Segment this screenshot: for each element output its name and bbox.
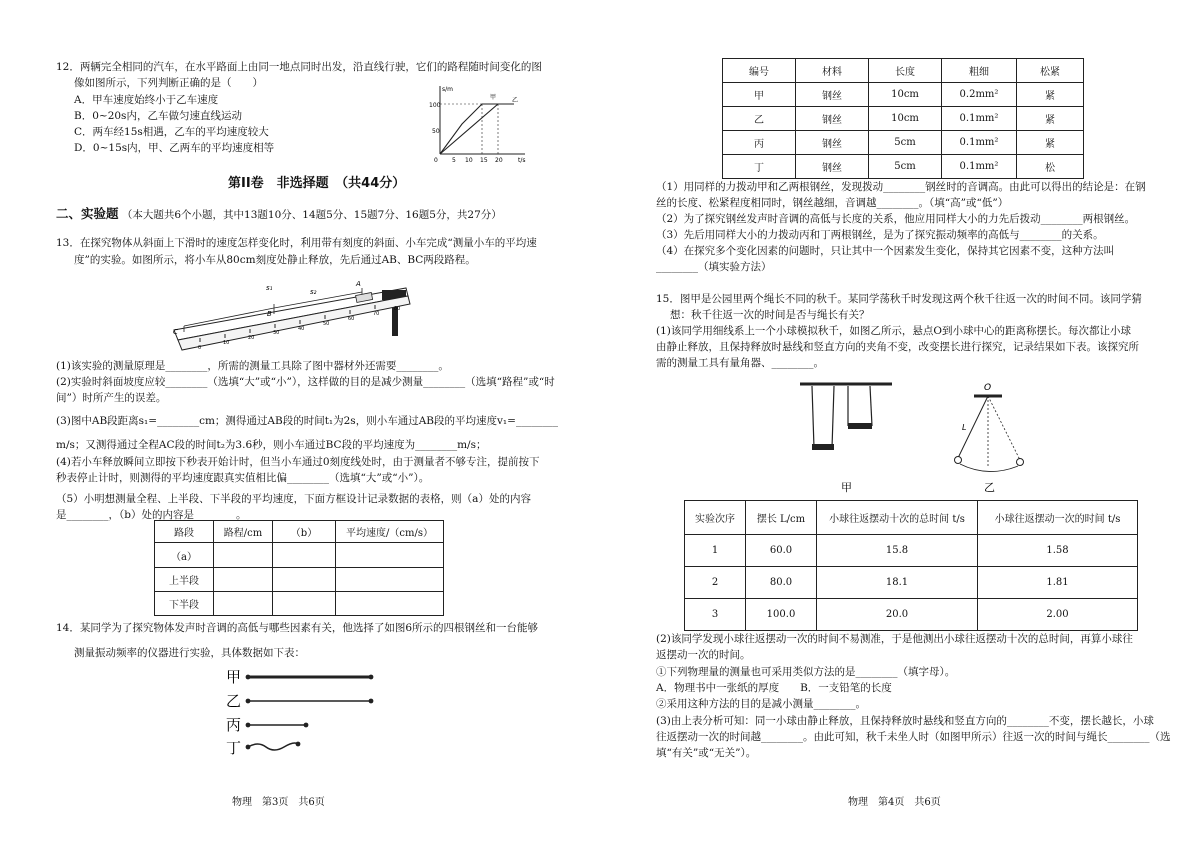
q15-part1-line2: 由静止释放，且保持释放时悬线和竖直方向的夹角不变，改变摆长进行探究，记录结果如下表。该探究所	[656, 341, 1139, 353]
wire-ding	[248, 743, 298, 750]
table-row	[155, 568, 444, 592]
table-cell: 10cm	[869, 107, 942, 131]
ruler-tick-label: 50	[323, 321, 330, 327]
pivot-label-o: O	[984, 383, 992, 393]
q13-part2-line1: (2)实验时斜面坡度应较________（选填“大”或“小”），这样做的目的是减少测量________（选填“路程”或“时	[56, 376, 555, 388]
table-row	[155, 543, 444, 568]
q14-part4-line1: （4）在探究多个变化因素的问题时，只让其中一个因素发生变化，保持其它因素不变，这种方法叫	[656, 245, 1115, 257]
table-cell: 甲	[723, 83, 796, 107]
graph-series-label: 乙	[512, 97, 519, 104]
ramp-label-c: C	[173, 328, 178, 336]
ruler-tick-label: 80	[394, 306, 401, 312]
table-row	[723, 155, 1084, 179]
wire-data-table	[722, 58, 1084, 179]
table-cell: 乙	[723, 107, 796, 131]
table-header-cell: 路程/cm	[214, 521, 273, 543]
q15-part2-options: A．物理书中一张纸的厚度 B．一支铅笔的长度	[656, 682, 892, 694]
table-header-cell: 小球往返摆动十次的总时间 t/s	[817, 501, 978, 535]
q15-part2-question1: ①下列物理量的测量也可采用类似方法的是________（填字母）。	[656, 666, 956, 678]
table-row	[685, 567, 1138, 599]
table-cell	[214, 568, 273, 592]
table-cell	[273, 592, 336, 616]
section-title: 第II卷 非选择题 （共44分）	[228, 176, 406, 191]
table-cell: 0.1mm²	[942, 155, 1017, 179]
pendulum-figure-yi	[940, 378, 1040, 494]
q14-stem-line1: 14．某同学为了探究物体发声时音调的高低与哪些因素有关，他选择了如图6所示的四根钢丝和一台能够	[56, 622, 539, 634]
table-cell: 2	[685, 567, 746, 599]
graph-x-tick: 5	[452, 157, 456, 164]
q12-option-d: D．0~15s内，甲、乙两车的平均速度相等	[74, 142, 275, 154]
table-row	[723, 83, 1084, 107]
wire-label: 丁	[226, 739, 242, 757]
table-cell: 0.1mm²	[942, 131, 1017, 155]
table-header-cell: 实验次序	[685, 501, 746, 535]
table-row	[155, 592, 444, 616]
table-cell: 80.0	[746, 567, 817, 599]
q12-option-a: A．甲车速度始终小于乙车速度	[74, 94, 219, 106]
swings-figure-jia	[796, 378, 906, 494]
table-header-cell: 小球往返摆动一次的时间 t/s	[978, 501, 1138, 535]
graph-x-unit: t/s	[518, 157, 526, 164]
graph-y-tick: 50	[432, 128, 440, 135]
q14-part1-line1: （1）用同样的力拨动甲和乙两根钢丝，发现拨动________钢丝时的音调高。由此可以得出的结论是：在钢	[656, 181, 1146, 193]
table-header-cell: 材料	[796, 59, 869, 83]
page-footer: 物理 第4页 共6页	[848, 797, 941, 808]
q13-part4-line2: 秒表停止计时，则测得的平均速度跟真实值相比偏________（选填“大”或“小”）。	[56, 472, 430, 484]
q14-stem-line2: 测量振动频率的仪器进行实验，具体数据如下表：	[74, 647, 305, 659]
table-cell: 18.1	[817, 567, 978, 599]
table-header-cell: 编号	[723, 59, 796, 83]
ruler-tick-label: 70	[373, 311, 380, 317]
table-row	[723, 107, 1084, 131]
table-row	[723, 131, 1084, 155]
table-cell: 紧	[1017, 83, 1084, 107]
table-cell: 钢丝	[796, 131, 869, 155]
ramp-label-b: B	[267, 310, 272, 318]
table-cell	[336, 568, 444, 592]
ruler-tick-label: 0	[198, 345, 202, 351]
ruler-tick-label: 10	[223, 340, 230, 346]
length-label-l: L	[962, 423, 967, 432]
section2-note: （本大题共6个小题，其中13题10分、14题5分、15题7分、16题5分，共27分）	[121, 209, 502, 221]
q13-part5-line2: 是________，（b）处的内容是________。	[56, 509, 247, 521]
q12-option-b: B．0~20s内，乙车做匀速直线运动	[74, 110, 242, 122]
q15-part1-line1: (1)该同学用细线系上一个小球模拟秋千，如图乙所示，悬点O到小球中心的距离称摆长。每次都让小球	[656, 325, 1131, 337]
graph-y-unit: s/m	[442, 86, 453, 93]
graph-line-yi	[440, 104, 514, 154]
table-cell: 钢丝	[796, 83, 869, 107]
q14-part1-line2: 丝的长度、松紧程度相同时，钢丝越细，音调越________。（填“高”或“低”）	[656, 197, 1009, 209]
q14-wires-figure	[226, 666, 376, 758]
table-row	[685, 599, 1138, 631]
wire-label: 丙	[226, 716, 242, 734]
q12-stem-line1: 12．两辆完全相同的汽车，在水平路面上由同一地点同时出发，沿直线行驶，它们的路程随时间变化的图	[56, 61, 542, 73]
table-header-cell: 路段	[155, 521, 214, 543]
table-cell	[214, 592, 273, 616]
q12-distance-time-graph	[420, 84, 530, 164]
ramp-label-s2: s₂	[310, 288, 317, 296]
table-cell: 5cm	[869, 131, 942, 155]
q13-part2-line2: 间”）时所产生的误差。	[56, 392, 167, 404]
table-cell: 1	[685, 535, 746, 567]
q15-part3-line1: (3)由上表分析可知：同一小球由静止释放，且保持释放时悬线和竖直方向的________不变，摆长越长，小球	[656, 715, 1154, 727]
graph-x-tick: 20	[495, 157, 503, 164]
q14-part2: （2）为了探究钢丝发声时音调的高低与长度的关系，他应用同样大小的力先后拨动________两根钢丝。	[656, 213, 1136, 225]
ramp-label-a: A	[356, 280, 361, 288]
q13-part4-line1: (4)若小车释放瞬间立即按下秒表开始计时，但当小车通过0刻度线处时，由于测量者不够专注，提前按下	[56, 456, 540, 468]
q13-part5-line1: （5）小明想测量全程、上半段、下半段的平均速度，下面方框设计记录数据的表格，则（a）处的内容	[56, 493, 531, 505]
table-header-cell: 松紧	[1017, 59, 1084, 83]
graph-y-tick: 0	[434, 157, 438, 164]
table-cell: 0.1mm²	[942, 107, 1017, 131]
table-header-cell: （b）	[273, 521, 336, 543]
table-cell	[273, 568, 336, 592]
table-header-cell: 平均速度/（cm/s）	[336, 521, 444, 543]
table-cell: （a）	[155, 543, 214, 568]
q15-part2-line1: (2)该同学发现小球往返摆动一次的时间不易测准，于是他测出小球往返摆动十次的总时间，再算小球往	[656, 633, 1133, 645]
ruler-tick-label: 20	[248, 335, 255, 341]
q15-part2-line2: 返摆动一次的时间。	[656, 649, 751, 661]
cart	[356, 293, 373, 303]
graph-series-label: 甲	[490, 94, 497, 101]
fig-label-jia: 甲	[841, 481, 852, 494]
q12-stem-line2: 像如图所示，下列判断正确的是（ ）	[74, 77, 263, 89]
table-cell	[214, 543, 273, 568]
table-cell: 15.8	[817, 535, 978, 567]
q15-part3-line2: 往返摆动一次的时间越________。由此可知，秋千未坐人时（如图甲所示）往返一次的时间与绳长________（选	[656, 731, 1171, 743]
q13-stem-line2: 度”的实验。如图所示，将小车从80cm刻度处静止释放，先后通过AB、BC两段路程。	[74, 254, 476, 266]
q14-part3: （3）先后用同样大小的力拨动丙和丁两根钢丝，是为了探究振动频率的高低与________的关系。	[656, 229, 1104, 241]
table-cell: 丙	[723, 131, 796, 155]
q15-part1-line3: 需的测量工具有量角器、________。	[656, 357, 824, 369]
table-cell: 60.0	[746, 535, 817, 567]
table-cell	[273, 543, 336, 568]
q12-option-c: C．两车经15s相遇，乙车的平均速度较大	[74, 126, 269, 138]
ruler-tick-label: 60	[348, 316, 355, 322]
ruler-tick-label: 40	[298, 326, 305, 332]
q13-ramp-figure	[170, 272, 420, 364]
q13-part3-line2: m/s；又测得通过全程AC段的时间t₂为3.6秒，则小车通过BC段的平均速度为________m/s；	[56, 439, 487, 451]
q13-stem-line1: 13．在探究物体从斜面上下滑时的速度怎样变化时，利用带有刻度的斜面、小车完成“测量小车的平均速	[56, 237, 537, 249]
wire-label: 甲	[226, 668, 242, 686]
q15-stem-line1: 15．图甲是公园里两个绳长不同的秋千。某同学荡秋千时发现这两个秋千往返一次的时间不同。该同学猜	[656, 293, 1142, 305]
q15-part2-question2: ②采用这种方法的目的是减小测量________。	[656, 698, 866, 710]
table-cell	[336, 543, 444, 568]
pendulum-data-table	[684, 500, 1138, 631]
table-cell: 1.81	[978, 567, 1138, 599]
section2-heading: 二、实验题	[56, 206, 119, 221]
graph-x-tick: 10	[465, 157, 473, 164]
ramp-label-s1: s₁	[266, 284, 273, 292]
table-cell: 上半段	[155, 568, 214, 592]
table-cell: 100.0	[746, 599, 817, 631]
graph-y-tick: 100	[429, 102, 441, 109]
table-cell: 3	[685, 599, 746, 631]
graph-x-tick: 15	[480, 157, 488, 164]
q13-part3-line1: (3)图中AB段距离s₁=________cm；测得通过AB段的时间t₁为2s，则小车通过AB段的平均速度v₁=________	[56, 415, 558, 427]
table-cell: 松	[1017, 155, 1084, 179]
table-cell	[336, 592, 444, 616]
table-cell: 紧	[1017, 131, 1084, 155]
q13-record-table	[154, 520, 444, 616]
wire-label: 乙	[226, 692, 242, 710]
graph-line-jia	[440, 104, 498, 154]
table-cell: 5cm	[869, 155, 942, 179]
q15-part3-line3: 填“有关”或“无关”）。	[656, 747, 757, 759]
table-header-cell: 长度	[869, 59, 942, 83]
table-cell: 丁	[723, 155, 796, 179]
table-header-cell: 粗细	[942, 59, 1017, 83]
table-cell: 钢丝	[796, 155, 869, 179]
table-cell: 下半段	[155, 592, 214, 616]
table-cell: 紧	[1017, 107, 1084, 131]
table-cell: 20.0	[817, 599, 978, 631]
table-cell: 10cm	[869, 83, 942, 107]
ruler-tick-label: 30	[273, 330, 280, 336]
q14-part4-line2: ________（填实验方法）	[656, 261, 772, 273]
table-header-cell: 摆长 L/cm	[746, 501, 817, 535]
page-footer: 物理 第3页 共6页	[232, 797, 325, 808]
q13-part1: (1)该实验的测量原理是________，所需的测量工具除了图中器材外还需要________。	[56, 360, 449, 372]
fig-label-yi: 乙	[984, 481, 995, 494]
table-cell: 0.2mm²	[942, 83, 1017, 107]
table-cell: 钢丝	[796, 107, 869, 131]
table-cell: 1.58	[978, 535, 1138, 567]
q15-stem-line2: 想：秋千往返一次的时间是否与绳长有关？	[670, 309, 870, 321]
table-cell: 2.00	[978, 599, 1138, 631]
table-row	[685, 535, 1138, 567]
